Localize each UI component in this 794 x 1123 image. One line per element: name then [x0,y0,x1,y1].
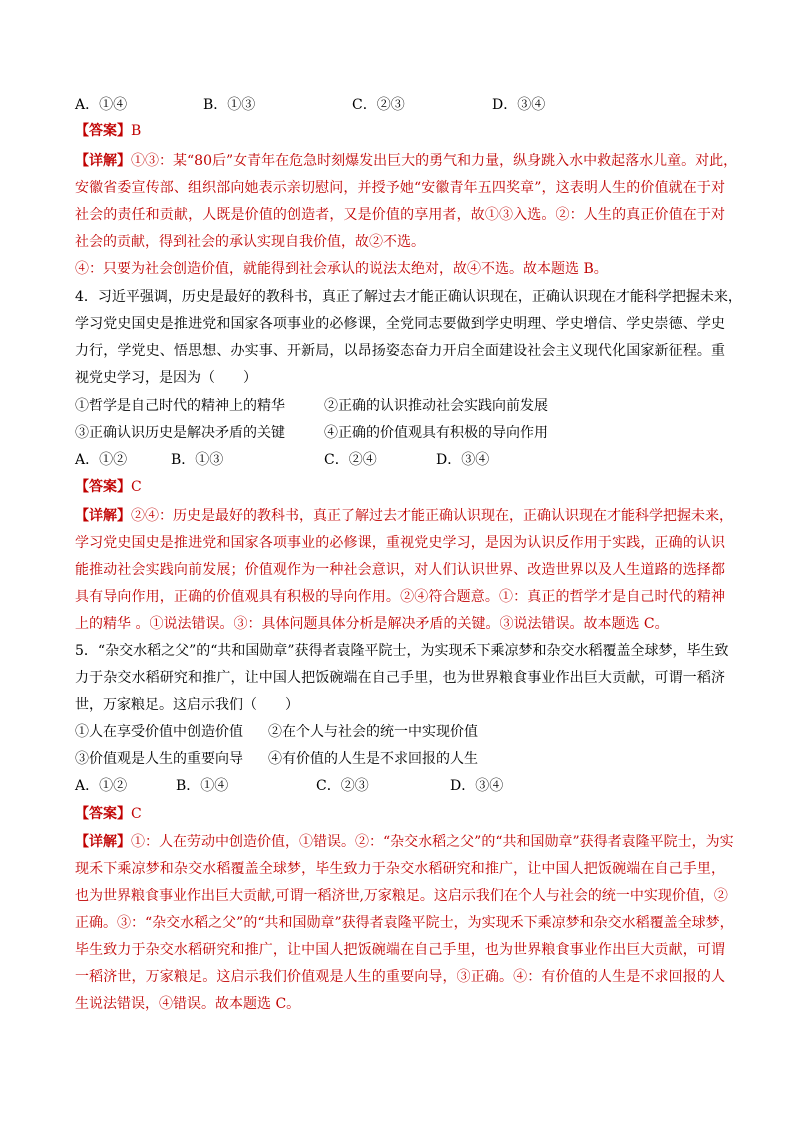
q4-answer [75,478,725,496]
detail-text: ②④：历史是最好的教科书，真正了解过去才能正确认识现在，正确认识现在才能科学把握未来， [131,508,733,524]
detail-text: ①③：某“80后”女青年在危急时刻爆发出巨大的勇气和力量，纵身跳入水中救起落水儿童。对此， [131,153,738,169]
q4-detail-line-2: 学习党史国史是推进党和国家各项事业的必修课，重视党史学习，是因为认识反作用于实践，正确的认识 [75,535,725,551]
q4-statement-4: ④正确的价值观具有积极的导向作用 [324,425,548,441]
q3-detail-line-4: 社会的贡献，得到社会的承认实现自我价值，故②不选。 [75,234,425,250]
q4-detail-line-1 [75,507,733,525]
answer-label: 【答案】 [75,479,131,495]
answer-value: C [131,479,142,495]
q4-option-a: A．①② [75,452,128,468]
q4-stem-line-4: 视党史学习，是因为（ ） [75,370,257,386]
q5-option-c: C．②③ [316,778,369,794]
q3-option-d: D．③④ [492,97,546,113]
detail-label: 【详解】 [75,153,131,169]
q3-detail-line-1 [75,152,738,170]
q4-statement-2: ②正确的认识推动社会实践向前发展 [324,398,548,414]
q4-stem-line-1: 4．习近平强调，历史是最好的教科书，真正了解过去才能正确认识现在，正确认识现在才能科学把握未来， [75,289,742,305]
q3-option-b: B．①③ [203,97,256,113]
q4-stem-line-2: 学习党史国史是推进党和国家各项事业的必修课，全党同志要做到学史明理、学史增信、学史崇德、学史 [75,316,725,332]
q4-option-c: C．②④ [324,452,377,468]
q5-detail-line-1 [75,833,734,851]
q5-stem-line-3: 世，万家粮足。这启示我们（ ） [75,697,299,713]
q4-detail-line-3: 能推动社会实践向前发展；价值观作为一种社会意识，对人们认识世界、改造世界以及人生道路的选择都 [75,562,725,578]
q5-detail-line-3: 也为世界粮食事业作出巨大贡献,可谓一稻济世,万家粮足。这启示我们在个人与社会的统一中实现价值，② [75,888,728,904]
q3-detail-line-5: ④：只要为社会创造价值，就能得到社会承认的说法太绝对，故④不选。故本题选 B。 [75,261,608,277]
q4-detail-line-4: 具有导向作用，正确的价值观具有积极的导向作用。②④符合题意。①：真正的哲学才是自己时代的精神 [75,589,725,605]
q5-statement-3: ③价值观是人生的重要向导 [75,751,243,767]
q5-option-b: B．①④ [176,778,229,794]
q5-statement-4: ④有价值的人生是不求回报的人生 [268,751,478,767]
detail-text: ①：人在劳动中创造价值，①错误。②：“杂交水稻之父”的“共和国勋章”获得者袁隆平院士，为实 [131,834,734,850]
q5-detail-line-6: 一稻济世，万家粮足。这启示我们价值观是人生的重要向导，③正确。④：有价值的人生是不求回报的人 [75,969,725,985]
q4-statement-1: ①哲学是自己时代的精神上的精华 [75,398,285,414]
q5-option-d: D．③④ [450,778,504,794]
q4-option-b: B．①③ [171,452,224,468]
q3-answer [75,122,725,140]
answer-value: B [131,123,142,139]
q5-stem-line-1: 5．“杂交水稻之父”的“共和国勋章”获得者袁隆平院士，为实现禾下乘凉梦和杂交水稻覆盖全球梦，毕生致 [75,643,729,659]
q5-statement-2: ②在个人与社会的统一中实现价值 [268,724,478,740]
answer-value: C [131,806,142,822]
q5-statement-1: ①人在享受价值中创造价值 [75,724,243,740]
q3-detail-line-3: 社会的责任和贡献，人既是价值的创造者，又是价值的享用者，故①③入选。②：人生的真正价值在于对 [75,207,725,223]
answer-label: 【答案】 [75,123,131,139]
detail-label: 【详解】 [75,508,131,524]
q4-stem-line-3: 力行，学党史、悟思想、办实事、开新局，以昂扬姿态奋力开启全面建设社会主义现代化国家新征程。重 [75,343,725,359]
q4-option-d: D．③④ [436,452,490,468]
q5-detail-line-4: 正确。③：“杂交水稻之父”的“共和国勋章”获得者袁隆平院士，为实现禾下乘凉梦和杂交水稻覆盖全球梦， [75,915,734,931]
detail-label: 【详解】 [75,834,131,850]
answer-label: 【答案】 [75,806,131,822]
q3-option-a: A．①④ [75,97,128,113]
q5-detail-line-7: 生说法错误，④错误。故本题选 C。 [75,996,301,1012]
q5-detail-line-2: 现禾下乘凉梦和杂交水稻覆盖全球梦，毕生致力于杂交水稻研究和推广，让中国人把饭碗端在自己手里， [75,861,725,877]
q5-stem-line-2: 力于杂交水稻研究和推广，让中国人把饭碗端在自己手里，也为世界粮食事业作出巨大贡献，可谓一稻济 [75,670,725,686]
q5-answer [75,805,725,823]
q4-detail-line-5: 上的精华 。①说法错误。③：具体问题具体分析是解决矛盾的关键。③说法错误。故本题选 C。 [75,616,669,632]
q5-option-a: A．①② [75,778,128,794]
q3-detail-line-2: 安徽省委宣传部、组织部向她表示亲切慰问，并授予她“安徽青年五四奖章”，这表明人生的价值就在于对 [75,180,725,196]
q5-detail-line-5: 毕生致力于杂交水稻研究和推广，让中国人把饭碗端在自己手里，也为世界粮食事业作出巨大贡献，可谓 [75,942,725,958]
q4-statement-3: ③正确认识历史是解决矛盾的关键 [75,425,285,441]
q3-option-c: C．②③ [352,97,405,113]
